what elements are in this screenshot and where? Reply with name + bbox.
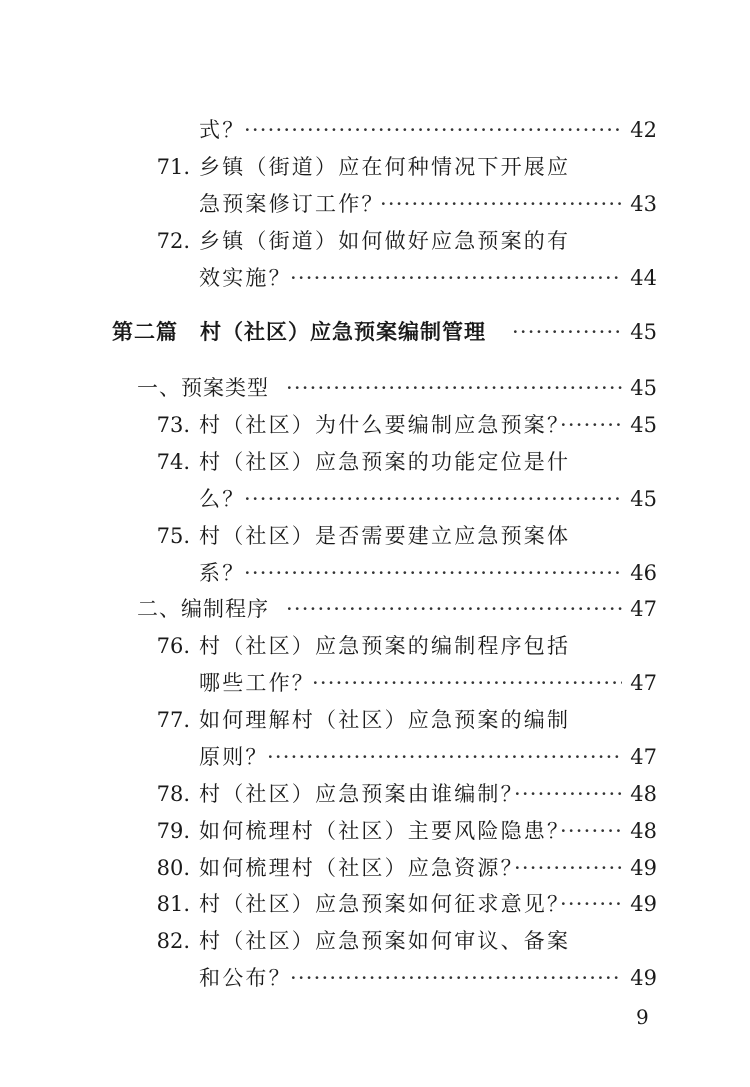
question-number: 73. xyxy=(156,413,190,437)
toc-line xyxy=(0,518,750,554)
leader-dots xyxy=(514,776,622,812)
toc-line xyxy=(0,444,750,480)
toc-entry-text: 乡镇（街道）应在何种情况下开展应 xyxy=(199,155,571,179)
question-number: 72. xyxy=(156,229,190,253)
toc-line xyxy=(0,481,750,517)
toc-entry-text: 和公布？ xyxy=(199,966,292,990)
leader-dots xyxy=(560,886,622,922)
section-title: 一、预案类型 xyxy=(137,376,269,400)
toc-entry-text: 系？ xyxy=(199,561,246,585)
toc-entry-text: 村（社区）应急预案如何审议、备案 xyxy=(199,929,571,953)
toc-entry-text: 村（社区）是否需要建立应急预案体 xyxy=(199,524,571,548)
toc-page-ref: 49 xyxy=(630,892,657,916)
toc-page-ref: 44 xyxy=(630,266,657,290)
toc-page-ref: 45 xyxy=(630,413,657,437)
question-number: 71. xyxy=(156,155,190,179)
leader-dots xyxy=(514,850,622,886)
leader-dots xyxy=(290,960,622,996)
toc-section-heading xyxy=(0,370,750,406)
question-number: 77. xyxy=(156,708,190,732)
page-number: 9 xyxy=(636,1005,649,1029)
leader-dots xyxy=(380,186,622,222)
toc-line xyxy=(0,665,750,701)
question-number: 78. xyxy=(156,782,190,806)
leader-dots xyxy=(267,739,622,775)
toc-line xyxy=(0,260,750,296)
toc-part-heading xyxy=(0,314,750,350)
toc-page-ref: 45 xyxy=(630,487,657,511)
question-number: 80. xyxy=(156,856,190,880)
section-title: 二、编制程序 xyxy=(137,597,269,621)
leader-dots xyxy=(560,813,622,849)
toc-page-ref: 45 xyxy=(630,376,657,400)
question-number: 82. xyxy=(156,929,190,953)
question-number: 79. xyxy=(156,819,190,843)
leader-dots xyxy=(286,591,622,627)
toc-page-ref: 48 xyxy=(630,782,657,806)
leader-dots xyxy=(244,555,622,591)
leader-dots xyxy=(290,260,622,296)
toc-line xyxy=(0,628,750,664)
leader-dots xyxy=(286,370,622,406)
toc-entry-text: 如何理解村（社区）应急预案的编制 xyxy=(199,708,571,732)
leader-dots xyxy=(244,481,622,517)
toc-page-ref: 46 xyxy=(630,561,657,585)
toc-entry-text: 原则？ xyxy=(199,745,269,769)
toc-page-ref: 49 xyxy=(630,966,657,990)
toc-entry-text: 村（社区）应急预案如何征求意见？ xyxy=(199,892,571,916)
toc-line xyxy=(0,923,750,959)
toc-entry-text: 村（社区）应急预案的编制程序包括 xyxy=(199,634,571,658)
toc-line xyxy=(0,702,750,738)
toc-line xyxy=(0,186,750,222)
toc-entry-text: 效实施？ xyxy=(199,266,292,290)
toc-line xyxy=(0,850,750,886)
toc-entry-text: 哪些工作？ xyxy=(199,671,315,695)
toc-line xyxy=(0,886,750,922)
toc-line xyxy=(0,960,750,996)
toc-page-ref: 47 xyxy=(630,745,657,769)
leader-dots xyxy=(312,665,622,701)
part-title: 第二篇 村（社区）应急预案编制管理 xyxy=(112,320,486,344)
toc-page-ref: 47 xyxy=(630,597,657,621)
toc-line xyxy=(0,223,750,259)
toc-entry-text: 么？ xyxy=(199,487,246,511)
toc-page-ref: 42 xyxy=(630,118,657,142)
toc-page-ref: 43 xyxy=(630,192,657,216)
leader-dots xyxy=(244,112,622,148)
toc-line xyxy=(0,813,750,849)
leader-dots xyxy=(560,407,622,443)
toc-entry-text: 急预案修订工作？ xyxy=(199,192,385,216)
toc-section-heading xyxy=(0,591,750,627)
question-number: 74. xyxy=(156,450,190,474)
toc-line xyxy=(0,555,750,591)
toc-entry-text: 如何梳理村（社区）应急资源？ xyxy=(199,856,524,880)
toc-entry-text: 式？ xyxy=(199,118,246,142)
toc-line xyxy=(0,776,750,812)
toc-entry-text: 乡镇（街道）如何做好应急预案的有 xyxy=(199,229,571,253)
toc-entry-text: 村（社区）应急预案的功能定位是什 xyxy=(199,450,571,474)
toc-line xyxy=(0,407,750,443)
toc-line xyxy=(0,739,750,775)
toc-line xyxy=(0,112,750,148)
toc-entry-text: 村（社区）应急预案由谁编制？ xyxy=(199,782,524,806)
toc-page-ref: 48 xyxy=(630,819,657,843)
question-number: 75. xyxy=(156,524,190,548)
toc-entry-text: 如何梳理村（社区）主要风险隐患？ xyxy=(199,819,571,843)
toc-page-ref: 45 xyxy=(630,320,657,344)
leader-dots xyxy=(512,314,622,350)
question-number: 76. xyxy=(156,634,190,658)
toc-entry-text: 村（社区）为什么要编制应急预案？ xyxy=(199,413,571,437)
question-number: 81. xyxy=(156,892,190,916)
toc-line xyxy=(0,149,750,185)
toc-page-ref: 47 xyxy=(630,671,657,695)
toc-page-ref: 49 xyxy=(630,856,657,880)
